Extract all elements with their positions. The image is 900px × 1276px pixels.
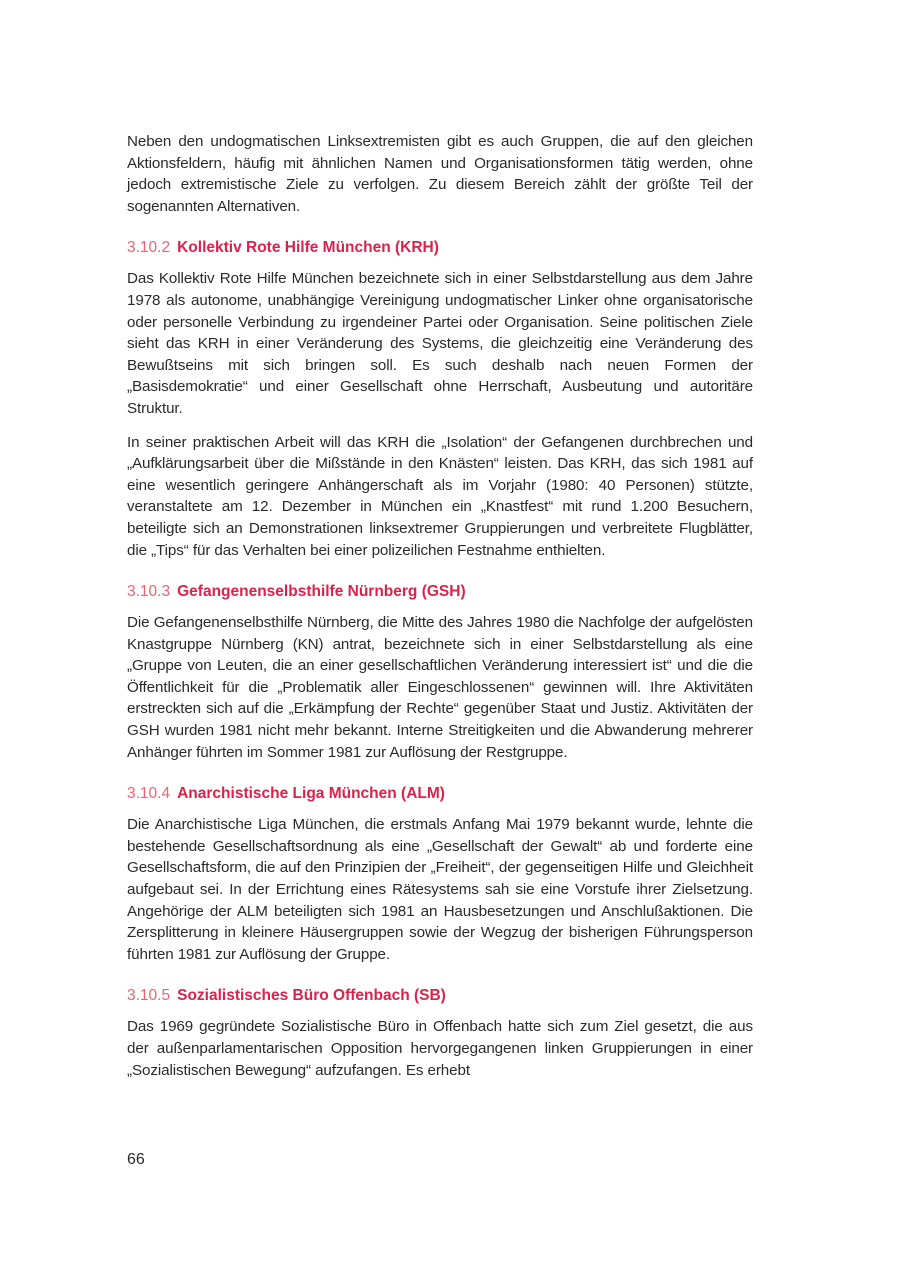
intro-paragraph: Neben den undogmatischen Linksextremisten gibt es auch Gruppen, die auf den gleichen Aktionsfeldern, häufig mit ähnlichen Namen und Organisationsformen tätig werden, ohne jedoch extremistische Ziele zu verfolgen. Zu diesem Bereich zählt der größte Teil der sogenannten Alternativen.	[127, 133, 753, 215]
section-number: 3.10.2	[127, 239, 171, 257]
section-heading	[127, 985, 753, 1006]
paragraph: In seiner praktischen Arbeit will das KRH die „Isolation“ der Gefangenen durchbrechen und „Aufklärungsarbeit über die Mißstände in den Knästen“ leisten. Das KRH, das sich 1981 auf eine wesentlich geringere Anhängerschaft als im Vorjahr (1980: 40 Personen) stützte, veranstaltete am 12. Dezember in München ein „Knastfest“ mit rund 1.200 Besuchern, beteiligte sich an Demonstrationen linksextremer Gruppierungen und verbreitete Flugblätter, die „Tips“ für das Verhalten bei einer polizeilichen Festnahme enthielten.	[127, 433, 753, 559]
section-heading	[127, 581, 753, 602]
paragraph: Das 1969 gegründete Sozialistische Büro in Offenbach hatte sich zum Ziel gesetzt, die aus der außenparlamentarischen Opposition hervorgegangenen linken Gruppierungen in einer „Sozialistischen Bewegung“ aufzufangen. Es erhebt	[127, 1018, 753, 1079]
paragraph: Die Gefangenenselbsthilfe Nürnberg, die Mitte des Jahres 1980 die Nachfolge der aufgelösten Knastgruppe Nürnberg (KN) antrat, bezeichnete sich in einer Selbstdarstellung als eine „Gruppe von Leuten, die an einer gesellschaftlichen Veränderung interessiert ist“ und die die Öffentlichkeit für die „Problematik aller Eingeschlossenen“ gewinnen will. Ihre Aktivitäten erstreckten sich auf die „Erkämpfung der Rechte“ gegenüber Staat und Justiz. Aktivitäten der GSH wurden 1981 nicht mehr bekannt. Interne Streitigkeiten und die Abwanderung mehrerer Anhänger führten im Sommer 1981 zur Auflösung der Restgruppe.	[127, 614, 753, 761]
section-title: Anarchistische Liga München (ALM)	[177, 785, 445, 803]
section-3-10-2	[127, 237, 753, 258]
section-number: 3.10.3	[127, 583, 171, 601]
section-title: Sozialistisches Büro Offenbach (SB)	[177, 987, 446, 1005]
section-number: 3.10.4	[127, 785, 171, 803]
paragraph: Die Anarchistische Liga München, die erstmals Anfang Mai 1979 bekannt wurde, lehnte die bestehende Gesellschaftsordnung als eine „Gesellschaft der Gewalt“ ab und forderte eine Gesellschaftsform, die auf den Prinzipien der „Freiheit“, der gegenseitigen Hilfe und Gleichheit aufgebaut sei. In der Errichtung eines Rätesystems sah sie eine Vorstufe ihrer Zielsetzung. Angehörige der ALM beteiligten sich 1981 an Hausbesetzungen und Anschlußaktionen. Die Zersplitterung in kleinere Häusergruppen sowie der Wegzug der bisherigen Führungsperson führten 1981 zur Auflösung der Gruppe.	[127, 816, 753, 963]
section-number: 3.10.5	[127, 987, 171, 1005]
section-title: Gefangenenselbsthilfe Nürnberg (GSH)	[177, 583, 466, 601]
section-3-10-5	[127, 985, 753, 1006]
section-title: Kollektiv Rote Hilfe München (KRH)	[177, 239, 439, 257]
page-content	[127, 131, 753, 1081]
section-heading	[127, 783, 753, 804]
section-3-10-4	[127, 783, 753, 804]
page-number: 66	[127, 1151, 145, 1168]
paragraph: Das Kollektiv Rote Hilfe München bezeichnete sich in einer Selbstdarstellung aus dem Jahre 1978 als autonome, unabhängige Vereinigung undogmatischer Linker ohne organisatorische oder personelle Verbindung zu irgendeiner Partei oder Organisation. Seine politischen Ziele sieht das KRH in einer Veränderung des Systems, die gleichzeitig eine Veränderung des Bewußtseins mit sich bringen soll. Es such deshalb nach neuen Formen der „Basisdemokratie“ und einer Gesellschaft ohne Herrschaft, Ausbeutung und autoritäre Struktur.	[127, 270, 753, 417]
section-3-10-3	[127, 581, 753, 602]
section-heading	[127, 237, 753, 258]
